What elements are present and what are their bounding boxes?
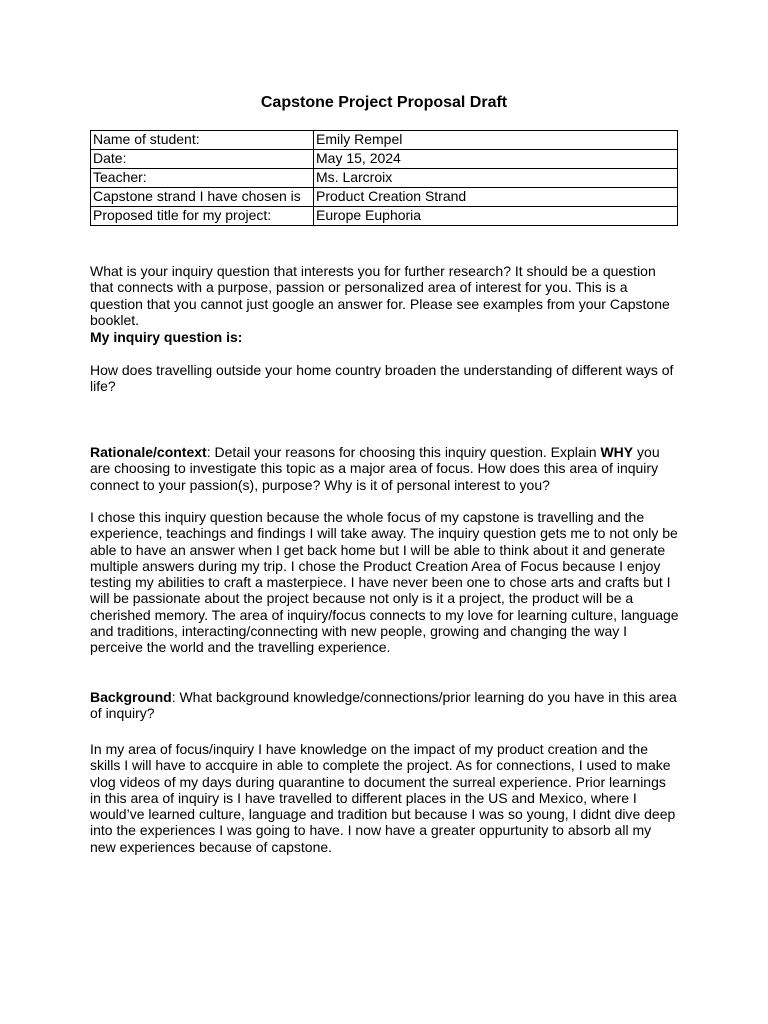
background-label: Background [90,689,172,705]
inquiry-prompt: What is your inquiry question that interests you for further research? It should be a question that connects with a purpose, passion or personalized area of interest for you. This is a question that you cannot just google an answer for. Please see examples from your Capstone booklet. [90,263,670,328]
inquiry-answer: How does travelling outside your home country broaden the understanding of different ways of life? [90,362,674,395]
rationale-prompt [90,444,680,493]
info-value-project-title: Europe Euphoria [314,207,678,226]
rationale-prompt-after: you are choosing to investigate this topic as a major area of focus. How does this area of inquiry connect to your passion(s), purpose? Why is it of personal interest to you? [90,444,660,493]
table-row [91,188,678,207]
info-label-strand: Capstone strand I have chosen is [91,188,314,207]
background-prompt [90,689,680,722]
rationale-answer: I chose this inquiry question because the whole focus of my capstone is travelling and the experience, teachings and findings I will take away. The inquiry question gets me to not only be able to have an answer when I get back home but I will be able to think about it and generate multiple answers during my trip. I chose the Product Creation Area of Focus because I enjoy testing my abilities to craft a masterpiece. I have never been one to chose arts and crafts but I will be passionate about the project because not only is it a project, the product will be a cherished memory. The area of inquiry/focus connects to my love for learning culture, language and traditions, interacting/connecting with new people, growing and changing the way I perceive the world and the travelling experience. [90,509,679,656]
info-label-date: Date: [91,150,314,169]
table-row [91,207,678,226]
info-value-strand: Product Creation Strand [314,188,678,207]
info-value-student-name: Emily Rempel [314,131,678,150]
info-value-teacher: Ms. Larcroix [314,169,678,188]
info-label-student-name: Name of student: [91,131,314,150]
info-label-project-title: Proposed title for my project: [91,207,314,226]
inquiry-heading: My inquiry question is: [90,329,243,345]
rationale-prompt-emphasis: WHY [600,444,634,460]
rationale-prompt-before: : Detail your reasons for choosing this inquiry question. Explain [206,444,601,460]
table-row [91,150,678,169]
background-prompt-text: : What background knowledge/connections/prior learning do you have in this area of inquiry? [90,689,677,722]
info-value-date: May 15, 2024 [314,150,678,169]
document-title: Capstone Project Proposal Draft [260,94,508,111]
student-info-table [90,130,678,226]
rationale-label: Rationale/context [90,444,207,460]
table-row [91,131,678,150]
info-label-teacher: Teacher: [91,169,314,188]
background-answer: In my area of focus/inquiry I have knowledge on the impact of my product creation and the skills I will have to accquire in able to complete the project. As for connections, I used to make vlog videos of my days during quarantine to document the surreal experience. Prior learnings in this area of inquiry is I have travelled to different places in the US and Mexico, where I would’ve learned culture, language and tradition but because I was so young, I didnt dive deep into the experiences I was going to have. I now have a greater oppurtunity to absorb all my new experiences because of capstone. [90,741,676,855]
table-row [91,169,678,188]
